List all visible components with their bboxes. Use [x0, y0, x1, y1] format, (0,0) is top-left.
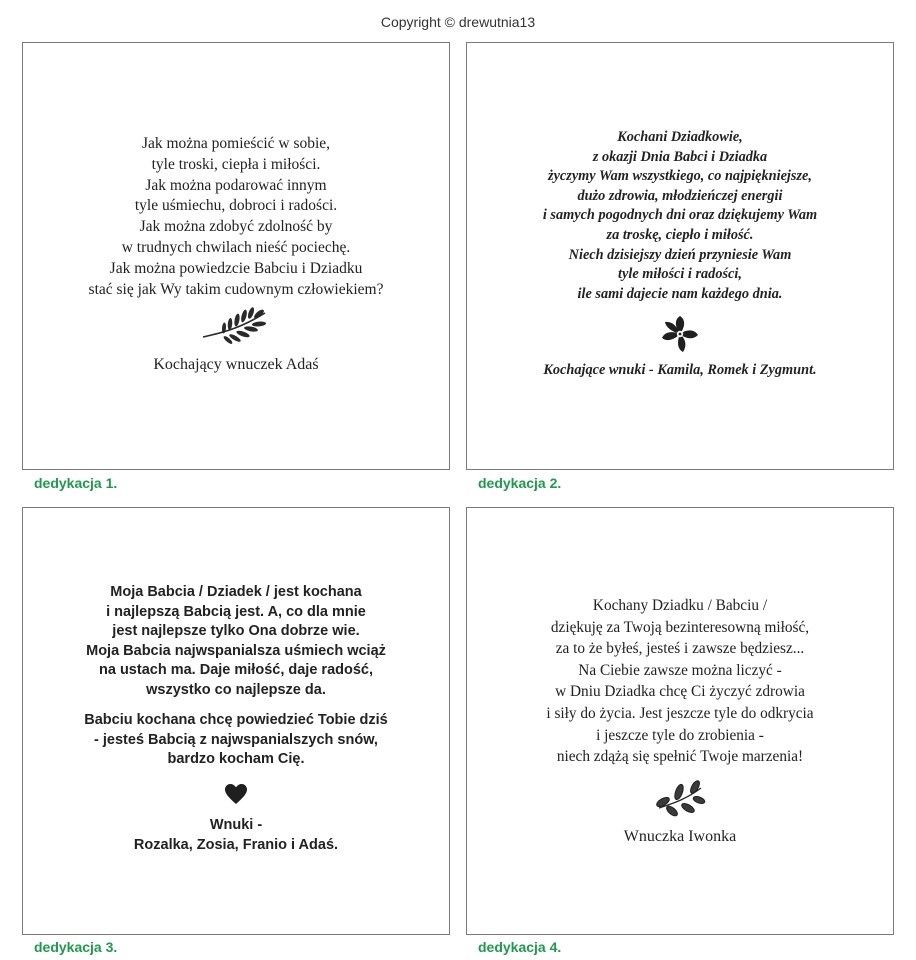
caption-dedication-1: dedykacja 1.: [34, 475, 118, 491]
dedication-text-2: [23, 711, 449, 770]
dedication-text: [23, 583, 449, 700]
text-line: bardzo kocham Cię.: [167, 751, 305, 767]
text-line: Jak można powiedzcie Babciu i Dziadku: [109, 259, 363, 277]
text-line: z okazji Dnia Babci i Dziadka: [592, 148, 768, 165]
dedication-card-3: [22, 507, 450, 935]
text-line: niech zdążą się spełnić Twoje marzenia!: [556, 748, 804, 766]
text-line: Niech dzisiejszy dzień przyniesie Wam: [568, 246, 792, 263]
text-line: za troskę, ciepło i miłość.: [606, 226, 754, 243]
text-line: Jak można zdobyć zdolność by: [139, 218, 333, 236]
caption-dedication-4: dedykacja 4.: [478, 939, 562, 955]
flower-icon: [659, 315, 701, 353]
text-line: stać się jak Wy takim cudownym człowiekiem?: [88, 280, 384, 298]
caption-dedication-3: dedykacja 3.: [34, 939, 118, 955]
dedication-text: [23, 134, 449, 300]
text-line: w Dniu Dziadka chcę Ci życzyć zdrowia: [555, 683, 805, 701]
text-line: Kochany Dziadku / Babciu /: [592, 597, 768, 614]
signature: Kochające wnuki - Kamila, Romek i Zygmunt.: [543, 362, 817, 378]
text-line: jest najlepsze tylko Ona dobrze wie.: [112, 623, 360, 639]
signature: Kochający wnuczek Adaś: [153, 356, 319, 373]
text-line: Jak można pomieścić w sobie,: [141, 135, 331, 152]
text-line: na ustach ma. Daje miłość, daje radość,: [99, 662, 373, 678]
dedication-text: [467, 595, 893, 768]
text-line: - jesteś Babcią z najwspanialszych snów,: [94, 731, 378, 748]
dedication-card-2: [466, 42, 894, 470]
leaf-sprig-icon: [199, 307, 273, 347]
text-line: i najlepszą Babcią jest. A, co dla mnie: [106, 603, 366, 620]
text-line: tyle troski, ciepła i miłości.: [151, 155, 321, 173]
text-line: Na Ciebie zawsze można liczyć -: [578, 661, 782, 679]
text-line: tyle uśmiechu, dobroci i radości.: [134, 197, 338, 215]
signature: Wnuczka Iwonka: [623, 828, 737, 845]
text-line: i jeszcze tyle do zrobienia -: [596, 726, 764, 744]
text-line: tyle miłości i radości,: [618, 266, 742, 283]
text-line: i samych pogodnych dni oraz dziękujemy Wam: [542, 207, 818, 224]
copyright-notice: Copyright © drewutnia13: [380, 14, 536, 30]
caption-dedication-2: dedykacja 2.: [478, 475, 562, 491]
text-line: za to że byłeś, jesteś i zawsze będziesz...: [555, 640, 805, 658]
text-line: i siły do życia. Jest jeszcze tyle do odkrycia: [546, 704, 814, 722]
text-line: Kochani Dziadkowie,: [617, 129, 743, 145]
text-line: Rozalka, Zosia, Franio i Adaś.: [133, 836, 339, 853]
text-line: w trudnych chwilach nieść pociechę.: [121, 238, 351, 256]
dedication-card-4: [466, 507, 894, 935]
text-line: Wnuki -: [209, 817, 263, 833]
text-line: Moja Babcia / Dziadek / jest kochana: [110, 584, 362, 600]
signature: [23, 816, 449, 855]
text-line: dużo zdrowia, młodzieńczej energii: [577, 187, 783, 204]
leaves-icon: [655, 778, 707, 818]
text-line: Moja Babcia najwspanialsza uśmiech wciąż: [86, 642, 386, 659]
text-line: ile sami dajecie nam każdego dnia.: [577, 285, 783, 302]
heart-icon: [224, 783, 248, 805]
dedication-card-1: [22, 42, 450, 470]
text-line: Babciu kochana chcę powiedzieć Tobie dziś: [84, 712, 388, 728]
text-line: Jak można podarować innym: [145, 176, 327, 194]
dedication-text: [467, 128, 893, 304]
text-line: życzymy Wam wszystkiego, co najpiękniejsze,: [548, 168, 812, 185]
text-line: dziękuję za Twoją bezinteresowną miłość,: [550, 618, 810, 636]
text-line: wszystko co najlepsze da.: [146, 681, 326, 698]
